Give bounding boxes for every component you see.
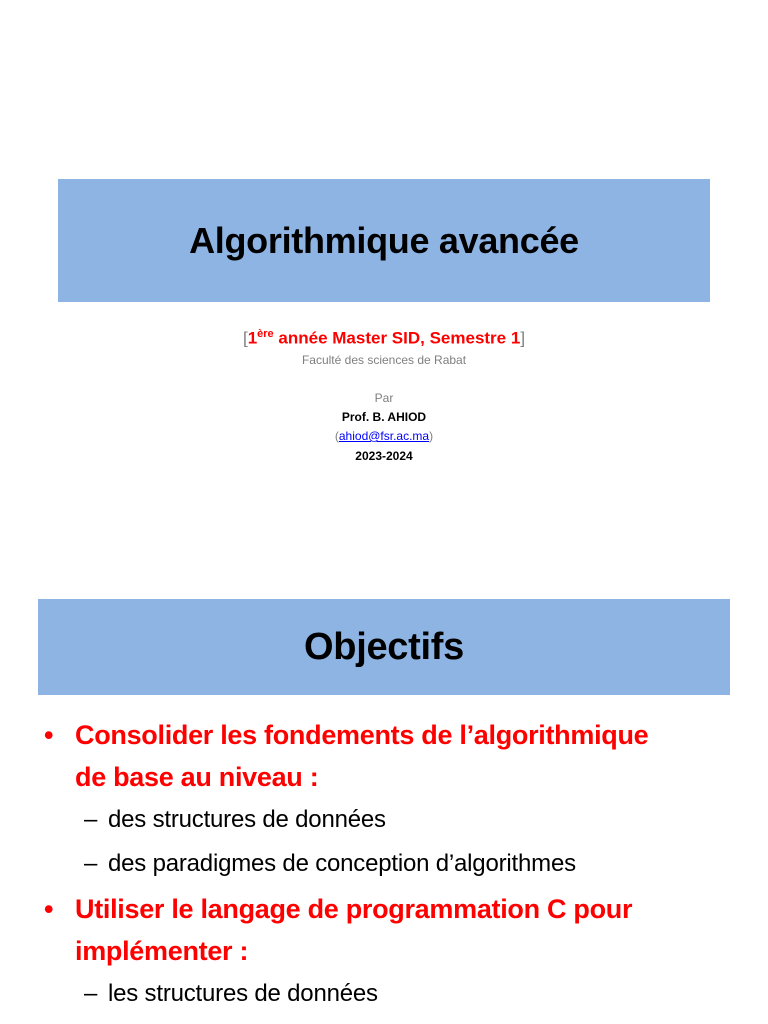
dash-glyph: – [84,850,98,877]
objectives-banner [38,599,730,695]
course-year-number: 1 [247,328,258,348]
professor-name: Prof. B. AHIOD [341,410,427,424]
objectives-heading: Objectifs [304,625,464,668]
sub-item-text: des structures de données [108,806,386,833]
course-line [0,328,768,349]
title-banner [58,179,710,302]
sub-item [40,798,740,842]
sub-item [40,972,740,1016]
objective-item [40,888,740,972]
by-label: Par [374,391,394,405]
objective-line: implémenter : [75,936,249,966]
dash-glyph: – [84,806,98,833]
dash-glyph: – [84,980,98,1007]
academic-year: 2023-2024 [355,449,413,463]
sub-item-text: des paradigmes de conception d’algorithmes [108,850,576,877]
objectives-list [40,714,740,1016]
close-bracket: ] [520,328,526,348]
document-title: Algorithmique avancée [189,219,579,261]
email-link[interactable]: ahiod@fsr.ac.ma [338,429,430,443]
objective-line: Utiliser le langage de programmation C pour [75,894,633,924]
course-year-superscript: ère [257,328,274,340]
email-open-paren: ( [334,429,339,443]
email-line [0,429,768,443]
open-bracket: [ [242,328,248,348]
objective-item [40,714,740,798]
faculty-name: Faculté des sciences de Rabat [301,353,467,367]
bullet-glyph: • [44,894,54,924]
objective-line: de base au niveau : [75,762,319,792]
email-close-paren: ) [429,429,434,443]
bullet-glyph: • [44,720,54,750]
sub-item [40,842,740,886]
course-label: année Master SID, Semestre 1 [273,328,521,348]
sub-item-text: les structures de données [108,980,378,1007]
objective-line: Consolider les fondements de l’algorithmique [75,720,649,750]
